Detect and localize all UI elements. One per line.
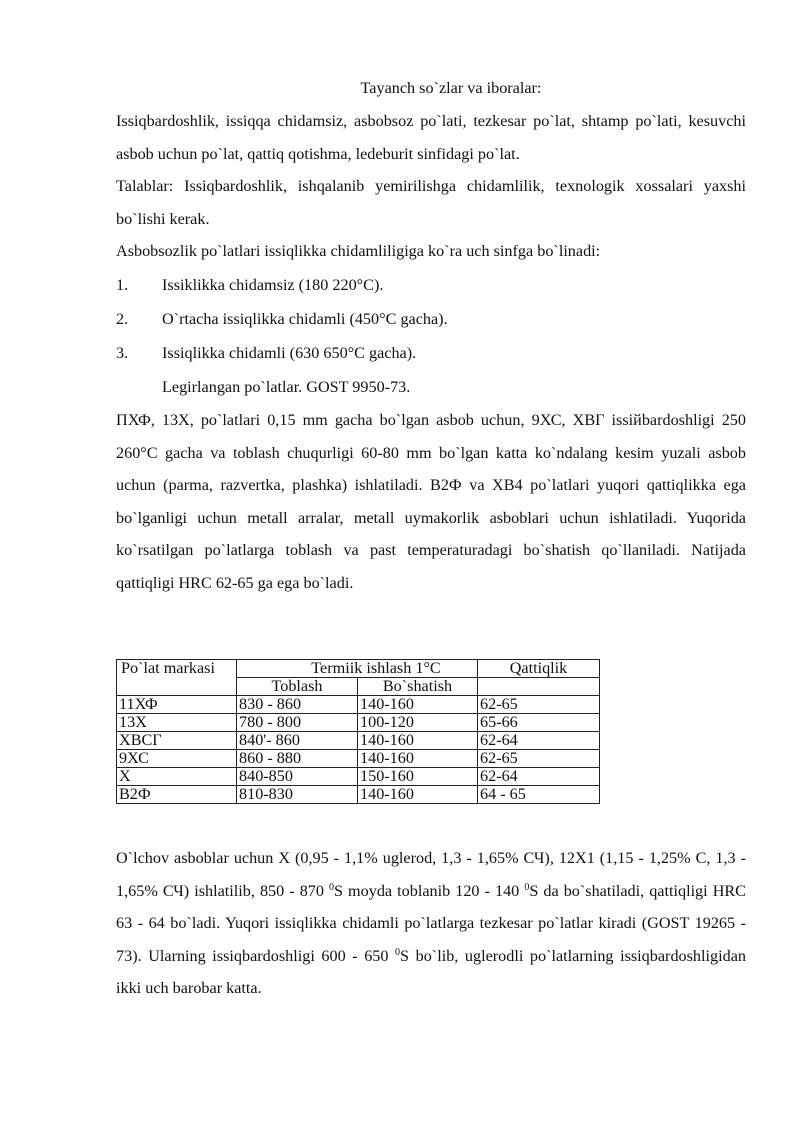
cell-temper: 100-120 <box>358 714 478 732</box>
list-text: Issiklikka chidamsiz (180 220°C). <box>162 275 384 294</box>
cell-quench: 860 - 880 <box>237 750 358 768</box>
text-run: O`lchov asboblar uchun Х (0,95 - 1,1% uglerod, 1,3 - 1,65% СЧ), 12Х1 (1,15 - 1,25% С, 1,3 - 1,65% СЧ) ishlatilib, 850 - 870 <box>116 849 746 900</box>
header-hardness: Qattiqlik <box>478 660 600 678</box>
cell-mark: ХВСГ <box>117 732 237 750</box>
table-row <box>117 768 600 786</box>
cell-hardness: 62-64 <box>478 768 600 786</box>
cell-quench: 810-830 <box>237 786 358 804</box>
list-item <box>116 336 746 370</box>
degree-superscript: 0 <box>329 881 335 893</box>
cell-hardness: 62-64 <box>478 732 600 750</box>
table-header-row <box>117 660 600 678</box>
requirements-paragraph: Talablar: Issiqbardoshlik, ishqalanib yemirilishga chidamlilik, texnologik xossalari yaxshi bo`lishi kerak. <box>116 177 746 228</box>
cell-mark: 11ХФ <box>117 696 237 714</box>
degree-superscript: 0 <box>395 946 401 958</box>
cell-mark: 9ХС <box>117 750 237 768</box>
cell-temper: 140-160 <box>358 750 478 768</box>
header-thermal: Termiik ishlash 1°C <box>237 660 478 678</box>
cell-temper: 150-160 <box>358 768 478 786</box>
list-text: O`rtacha issiqlikka chidamli (450°C gacha). <box>162 309 448 328</box>
keywords-paragraph: Issiqbardoshlik, issiqqa chidamsiz, asbobsoz po`lati, tezkesar po`lat, shtamp po`lati, kesuvchi asbob uchun po`lat, qattiq qotishma, ledeburit sinfidagi po`lat. <box>116 112 746 163</box>
cell-quench: 780 - 800 <box>237 714 358 732</box>
cell-quench: 840'- 860 <box>237 732 358 750</box>
measuring-tools-section <box>116 842 746 1005</box>
header-empty <box>478 678 600 696</box>
body-paragraph: ПХФ, 13Х, po`latlari 0,15 mm gacha bo`lgan asbob uchun, 9ХС, ХВГ issiйbardoshligi 250 260°C gacha va toblash chuqurligi 60-80 mm bo`lgan katta ko`ndalang kesim yuzali asbob uchun (parma, razvertka, plashka) ishlatiladi. В2Ф va ХВ4 po`latlari yuqori qattiqlikka ega bo`lganligi uchun metall arralar, metall uymakorlik asboblari uchun ishlatiladi. Yuqorida ko`rsatilgan po`latlarga toblash va past temperaturadagi bo`shatish qo`llaniladi. Natijada qattiqligi HRC 62-65 ga ega bo`ladi. <box>116 410 746 592</box>
steel-table <box>116 659 600 804</box>
cell-mark: Х <box>117 768 237 786</box>
cell-temper: 140-160 <box>358 786 478 804</box>
list-item <box>116 268 746 302</box>
cell-hardness: 65-66 <box>478 714 600 732</box>
header-temper: Bo`shatish <box>358 678 478 696</box>
cell-mark: 13Х <box>117 714 237 732</box>
cell-quench: 840-850 <box>237 768 358 786</box>
classes-list <box>116 268 746 370</box>
list-number: 3. <box>116 343 129 362</box>
list-item <box>116 302 746 336</box>
cell-mark: В2Ф <box>117 786 237 804</box>
list-number: 1. <box>116 275 129 294</box>
header-mark: Po`lat markasi <box>117 660 237 696</box>
header-quench: Toblash <box>237 678 358 696</box>
section-title: Tayanch so`zlar va iboralar: <box>360 79 542 97</box>
document-page <box>116 71 746 600</box>
cell-temper: 140-160 <box>358 696 478 714</box>
cell-temper: 140-160 <box>358 732 478 750</box>
text-run: S bo`lib, uglerodli po`latlarning issiqbardoshligidan ikki uch barobar katta. <box>116 946 746 998</box>
text-run: S moyda toblanib 120 - 140 <box>334 881 525 900</box>
text-run: S da bo`shatiladi, qattiqligi HRC 63 - 64 bo`ladi. Yuqori issiqlikka chidamli po`latlarga tezkesar po`latlar kiradi (GOST 19265 - 73). Ularning issiqbardoshligi 600 - 650 <box>116 881 746 965</box>
table-row <box>117 714 600 732</box>
degree-superscript: 0 <box>524 881 530 893</box>
list-text: Issiqlikka chidamli (630 650°C gacha). <box>162 343 417 362</box>
table-row <box>117 786 600 804</box>
table-row <box>117 732 600 750</box>
list-number: 2. <box>116 309 129 328</box>
table-row <box>117 750 600 768</box>
table-row <box>117 696 600 714</box>
cell-hardness: 62-65 <box>478 750 600 768</box>
cell-hardness: 64 - 65 <box>478 786 600 804</box>
measuring-paragraph <box>116 842 746 1005</box>
cell-quench: 830 - 860 <box>237 696 358 714</box>
cell-hardness: 62-65 <box>478 696 600 714</box>
alloyed-steels-heading: Legirlangan po`latlar. GOST 9950-73. <box>162 377 411 396</box>
classes-intro: Asbobsozlik po`latlari issiqlikka chidamliligiga ko`ra uch sinfga bo`linadi: <box>116 242 601 261</box>
